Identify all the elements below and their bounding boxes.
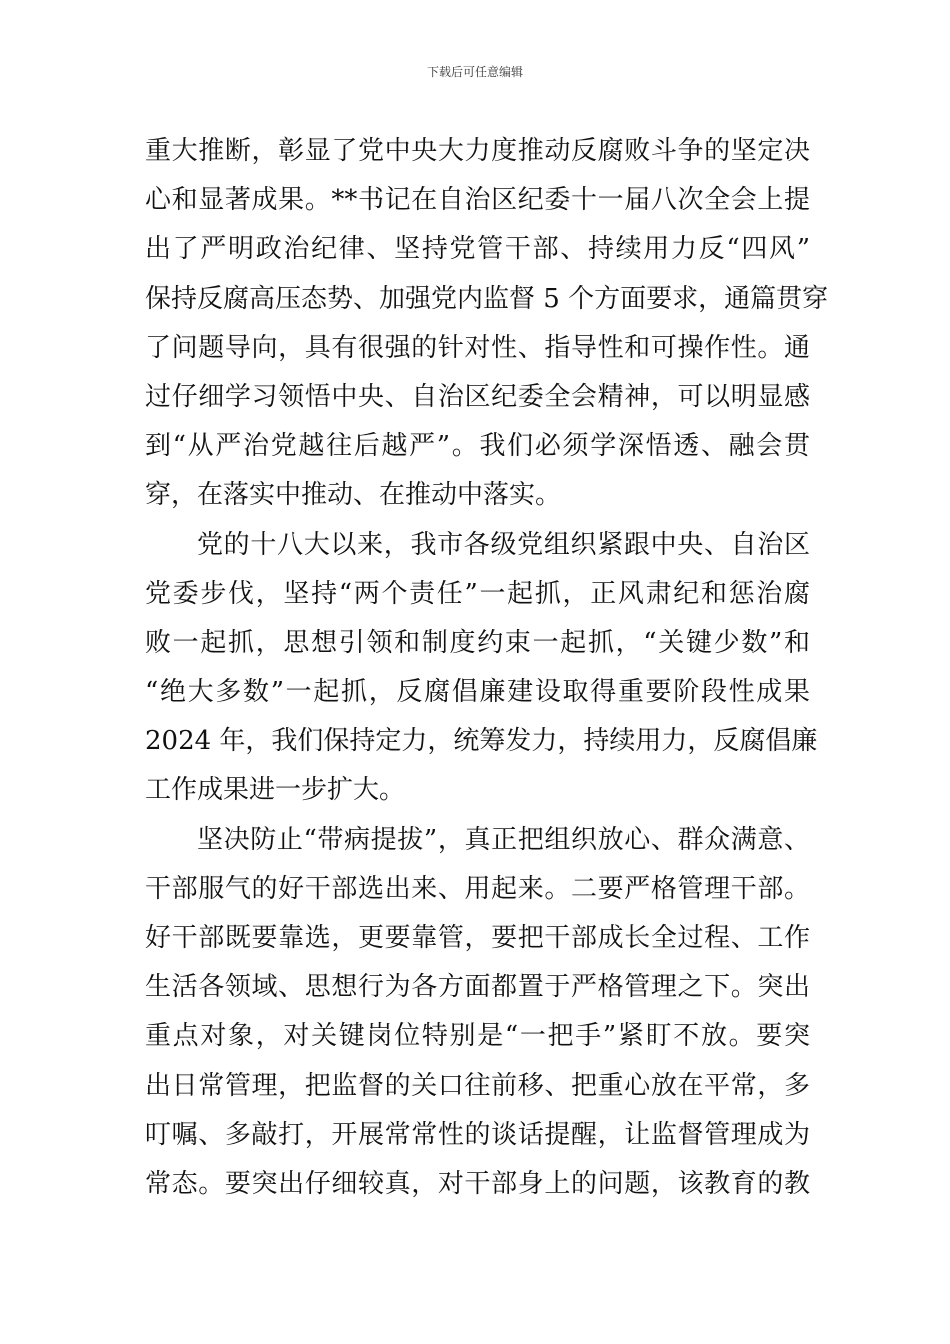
- text-line: “绝大多数”一起抓，反腐倡廉建设取得重要阶段性成果: [145, 677, 810, 708]
- text-line: 干部服气的好干部选出来、用起来。二要严格管理干部。: [145, 873, 810, 904]
- text-line: 常态。要突出仔细较真，对干部身上的问题，该教育的教: [145, 1168, 810, 1199]
- page-header: 下载后可任意编辑: [426, 65, 523, 79]
- text-line: 叮嘱、多敲打，开展常常性的谈话提醒，让监督管理成为: [145, 1119, 810, 1150]
- text-line: 生活各领域、思想行为各方面都置于严格管理之下。突出: [145, 972, 810, 1003]
- text-line: 了问题导向，具有很强的针对性、指导性和可操作性。通: [145, 332, 810, 363]
- paragraph-2: [145, 521, 818, 816]
- text-line: 坚决防止“带病提拔”，真正把组织放心、群众满意、: [197, 824, 810, 855]
- text-line: 2024 年，我们保持定力，统筹发力，持续用力，反腐倡廉: [145, 726, 818, 757]
- text-line: 出日常管理，把监督的关口往前移、把重心放在平常，多: [145, 1070, 810, 1101]
- paragraph-1: [145, 127, 829, 521]
- text-line: 穿，在落实中推动、在推动中落实。: [145, 480, 562, 511]
- text-line: 到“从严治党越往后越严”。我们必须学深悟透、融会贯: [145, 431, 810, 462]
- document-body: [145, 127, 829, 1209]
- text-line: 败一起抓，思想引领和制度约束一起抓，“关键少数”和: [145, 627, 810, 658]
- text-line: 出了严明政治纪律、坚持党管干部、持续用力反“四风”: [145, 234, 810, 265]
- text-line: 工作成果进一步扩大。: [145, 775, 406, 806]
- text-line: 党的十八大以来，我市各级党组织紧跟中央、自治区: [197, 529, 810, 560]
- paragraph-3: [145, 816, 810, 1210]
- text-line: 保持反腐高压态势、加强党内监督 5 个方面要求，通篇贯穿: [145, 283, 829, 314]
- text-line: 重大推断，彰显了党中央大力度推动反腐败斗争的坚定决: [145, 136, 810, 166]
- text-line: 重点对象，对关键岗位特别是“一把手”紧盯不放。要突: [145, 1021, 810, 1052]
- text-line: 党委步伐，坚持“两个责任”一起抓，正风肃纪和惩治腐: [145, 578, 810, 609]
- text-line: 心和显著成果。**书记在自治区纪委十一届八次全会上提: [145, 185, 810, 216]
- text-line: 好干部既要靠选，更要靠管，要把干部成长全过程、工作: [145, 923, 810, 953]
- text-line: 过仔细学习领悟中央、自治区纪委全会精神，可以明显感: [145, 381, 810, 412]
